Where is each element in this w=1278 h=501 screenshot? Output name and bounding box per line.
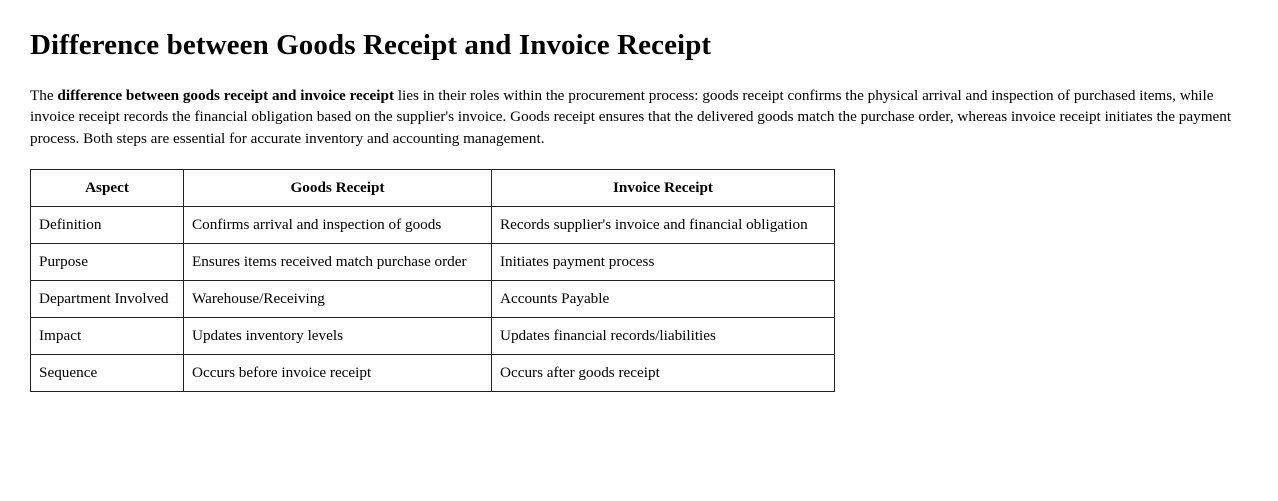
column-header-goods-receipt: Goods Receipt [184, 169, 492, 206]
cell-aspect: Impact [31, 317, 184, 354]
cell-invoice-receipt: Records supplier's invoice and financial obligation [492, 206, 835, 243]
cell-goods-receipt: Warehouse/Receiving [184, 280, 492, 317]
table-row [31, 206, 835, 243]
column-header-aspect: Aspect [31, 169, 184, 206]
column-header-invoice-receipt: Invoice Receipt [492, 169, 835, 206]
cell-invoice-receipt: Initiates payment process [492, 243, 835, 280]
cell-invoice-receipt: Updates financial records/liabilities [492, 317, 835, 354]
cell-aspect: Department Involved [31, 280, 184, 317]
table-row [31, 317, 835, 354]
table-row [31, 280, 835, 317]
cell-goods-receipt: Occurs before invoice receipt [184, 354, 492, 391]
cell-invoice-receipt: Accounts Payable [492, 280, 835, 317]
intro-rest: lies in their roles within the procurement process: goods receipt confirms the physical arrival and inspection of purchased items, while invoice receipt records the financial obligation based on the supplier's invoice. Goods receipt ensures that the delivered goods match the purchase order, whereas invoice receipt initiates the payment process. Both steps are essential for accurate inventory and accounting management. [30, 86, 1232, 147]
cell-goods-receipt: Ensures items received match purchase order [184, 243, 492, 280]
cell-goods-receipt: Updates inventory levels [184, 317, 492, 354]
intro-bold-phrase: difference between goods receipt and invoice receipt [57, 86, 395, 104]
page-title: Difference between Goods Receipt and Invoice Receipt [30, 29, 712, 61]
cell-aspect: Definition [31, 206, 184, 243]
table-row [31, 354, 835, 391]
cell-aspect: Sequence [31, 354, 184, 391]
cell-goods-receipt: Confirms arrival and inspection of goods [184, 206, 492, 243]
cell-invoice-receipt: Occurs after goods receipt [492, 354, 835, 391]
intro-paragraph [30, 85, 1242, 150]
table-header-row [31, 169, 835, 206]
cell-aspect: Purpose [31, 243, 184, 280]
intro-lead: The [30, 86, 58, 104]
table-row [31, 243, 835, 280]
comparison-table [30, 169, 835, 392]
